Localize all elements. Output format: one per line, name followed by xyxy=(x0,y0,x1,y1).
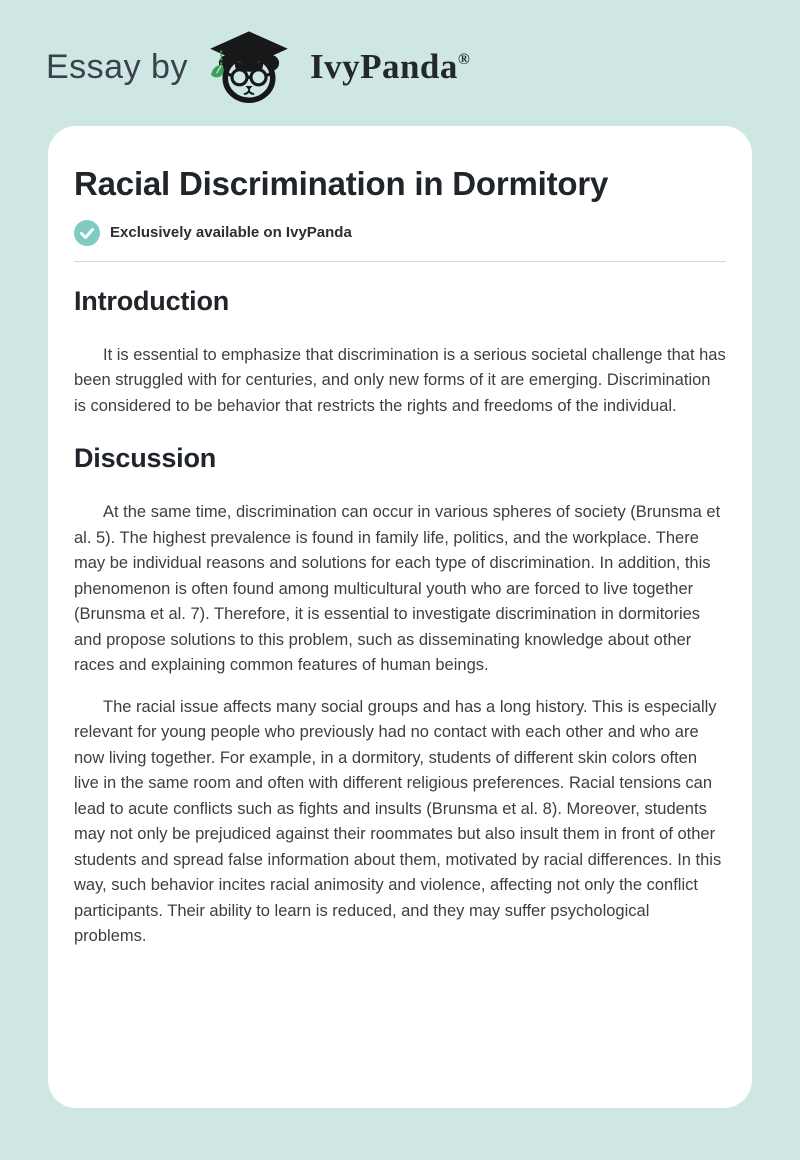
brand-text: IvyPanda xyxy=(309,47,458,86)
essay-by-label: Essay by xyxy=(46,47,188,86)
site-header xyxy=(0,0,800,104)
discussion-heading: Discussion xyxy=(74,443,217,474)
divider xyxy=(74,261,726,262)
essay-card xyxy=(48,126,752,1108)
check-icon xyxy=(74,220,100,246)
brand-name xyxy=(310,47,470,87)
section-discussion xyxy=(74,443,726,950)
exclusivity-badge-label: Exclusively available on IvyPanda xyxy=(110,224,352,242)
page-title: Racial Discrimination in Dormitory xyxy=(74,165,609,202)
discussion-paragraph-1: At the same time, discrimination can occur in various spheres of society (Brunsma et al. 5). The highest prevalence is found in family life, politics, and the workplace. There may be individual reasons and solutions for each type of discrimination. In addition, this phenomenon is often found among multicultural youth who are forced to live together (Brunsma et al. 7). Therefore, it is essential to investigate discrimination in dormitories and propose solutions to this problem, such as disseminating knowledge about other races and explaining common features of human beings. xyxy=(74,503,721,675)
discussion-paragraph-2: The racial issue affects many social groups and has a long history. This is especially relevant for young people who previously had no contact with each other and who are now living together. For example, in a dormitory, students of different skin colors often live in the same room and often with different religious preferences. Racial tensions can lead to acute conflicts such as fights and insults (Brunsma et al. 8). Moreover, students may not only be prejudiced against their roommates but also insult them in front of other students and spread false information about them, motivated by racial differences. In this way, such behavior incites racial animosity and violence, affecting not only the conflict participants. Their ability to learn is reduced, and they may suffer psychological problems. xyxy=(74,697,722,946)
ivypanda-panda-logo-icon xyxy=(200,29,298,105)
introduction-paragraph: It is essential to emphasize that discrimination is a serious societal challenge that has been struggled with for centuries, and only new forms of it are emerging. Discrimination is considered to be behavior that restricts the rights and freedoms of the individual. xyxy=(74,345,726,415)
introduction-heading: Introduction xyxy=(74,285,230,316)
section-introduction xyxy=(74,286,726,420)
registered-mark: ® xyxy=(457,51,471,68)
exclusivity-badge xyxy=(74,220,726,246)
